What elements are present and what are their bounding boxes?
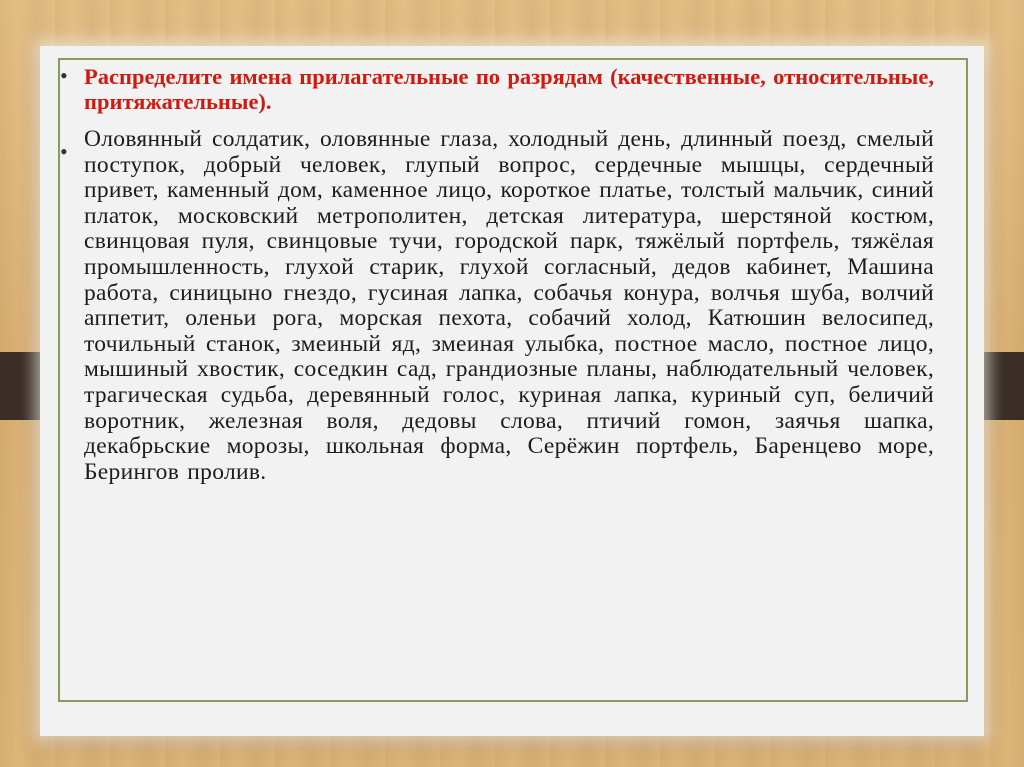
words-item <box>58 127 934 485</box>
adjective-list-text: Оловянный солдатик, оловянные глаза, холодный день, длинный поезд, смелый поступок, добрый человек, глупый вопрос, сердечные мышцы, сердечный привет, каменный дом, каменное лицо, короткое платье, толстый мальчик, синий платок, московский метрополитен, детская литература, шерстяной костюм, свинцовая пуля, свинцовые тучи, городской парк, тяжёлый портфель, тяжёлая промышленность, глухой старик, глухой согласный, дедов кабинет, Машина работа, синицыно гнездо, гусиная лапка, собачья конура, волчья шуба, волчий аппетит, оленьи рога, морская пехота, собачий холод, Катюшин велосипед, точильный станок, змеиный яд, змеиная улыбка, постное масло, постное лицо, мышиный хвостик, соседкин сад, грандиозные планы, наблюдательный человек, трагическая судьба, деревянный голос, куриная лапка, куриный суп, беличий воротник, железная воля, дедовы слова, птичий гомон, заячья шапка, декабрьские морозы, школьная форма, Серёжин портфель, Баренцево море, Берингов пролив. <box>84 126 934 485</box>
bullet-icon: • <box>60 63 68 88</box>
task-item <box>58 64 934 114</box>
slide-content <box>58 64 934 485</box>
bullet-icon: • <box>60 139 68 164</box>
task-text: Распределите имена прилагательные по разрядам (качественные, относительные, притяжательные). <box>84 64 934 114</box>
